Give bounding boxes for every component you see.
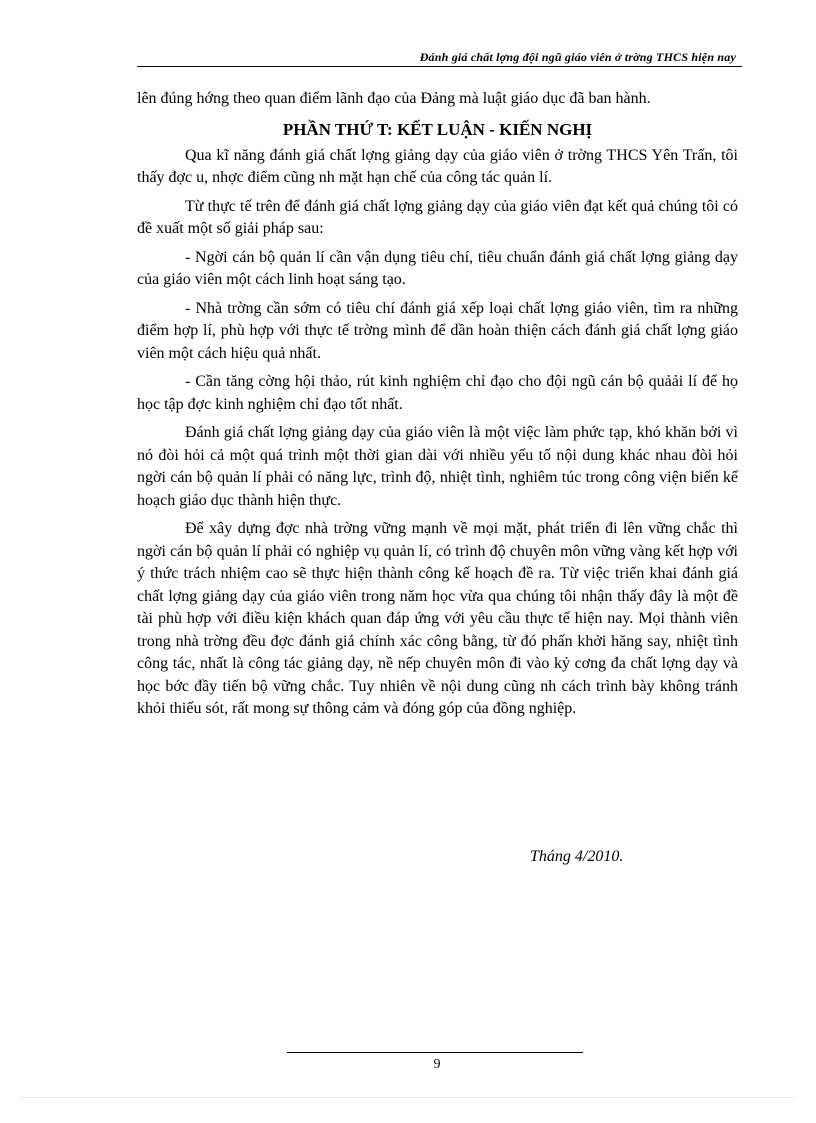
list-item: - Ngời cán bộ quản lí cần vận dụng tiêu chí, tiêu chuẩn đánh giá chất lợng giảng dạy của giáo viên một cách linh hoạt sáng tạo.	[137, 248, 738, 288]
paragraph-continuation: lên đúng hớng theo quan điểm lãnh đạo của Đảng mà luật giáo dục đã ban hành.	[137, 90, 651, 107]
page-bottom-divider	[20, 1097, 796, 1098]
section-heading: PHẦN THỨ T: KẾT LUẬN - KIẾN NGHỊ	[282, 119, 593, 139]
list-item: - Cần tăng cờng hội thảo, rút kinh nghiệm chỉ đạo cho đội ngũ cán bộ quảải lí để họ học tập đợc kinh nghiệm chỉ đạo tốt nhất.	[137, 373, 738, 413]
signature-date: Tháng 4/2010.	[530, 848, 624, 865]
page-number: 9	[433, 1057, 441, 1072]
paragraph: Qua kĩ năng đánh giá chất lợng giảng dạy của giáo viên ở trờng THCS Yên Trấn, tôi thấy đợc u, nhợc điểm cũng nh mặt hạn chế của công tác quản lí.	[137, 146, 738, 186]
paragraph: Đánh giá chất lợng giảng dạy của giáo viên là một việc làm phức tạp, khó khăn bởi vì nó đòi hỏi cả một quá trình một thời gian dài với nhiều yếu tố nội dung khác nhau đòi hỏi ngời cán bộ quản lí phải có năng lực, trình độ, nhiệt tình, nghiêm túc trong công viện biến kế hoạch giáo dục thành hiện thực.	[137, 424, 738, 509]
list-item: - Nhà trờng cần sớm có tiêu chí đánh giá xếp loại chất lợng giáo viên, tìm ra những điểm hợp lí, phù hợp với thực tế trờng mình để dần hoàn thiện cách đánh giá chất lợng giáo viên một cách hiệu quả nhất.	[137, 299, 738, 362]
paragraph: Để xây dựng đợc nhà trờng vững mạnh về mọi mặt, phát triển đi lên vững chắc thì ngời cán bộ quản lí phải có nghiệp vụ quản lí, có trình độ chuyên môn vững vàng kết hợp với ý thức trách nhiệm cao sẽ thực hiện thành công kế hoạch đề ra. Từ việc triển khai đánh giá chất lợng giảng dạy của giáo viên trong năm học vừa qua chúng tôi nhận thấy đây là một đề tài phù hợp với điều kiện khách quan đáp ứng với yêu cầu thực tế hiện nay. Mọi thành viên trong nhà trờng đều đợc đánh giá chính xác công bằng, từ đó phấn khởi hăng say, nhiệt tình công tác, nhất là công tác giảng dạy, nề nếp chuyên môn đi vào kỷ cơng đa chất lợng dạy và học bớc đầy tiến bộ vững chắc. Tuy nhiên về nội dung cũng nh cách trình bày không tránh khỏi thiếu sót, rất mong sự thông cảm và đóng góp của đồng nghiệp.	[137, 520, 738, 717]
page-body	[137, 88, 738, 727]
paragraph: Từ thực tế trên để đánh giá chất lợng giảng dạy của giáo viên đạt kết quả chúng tôi có đề xuất một số giải pháp sau:	[137, 197, 738, 237]
running-header: Đánh giá chất lợng đội ngũ giáo viên ở trờng THCS hiện nay	[419, 50, 736, 64]
footer-rule	[287, 1052, 583, 1053]
header-rule	[137, 66, 742, 67]
